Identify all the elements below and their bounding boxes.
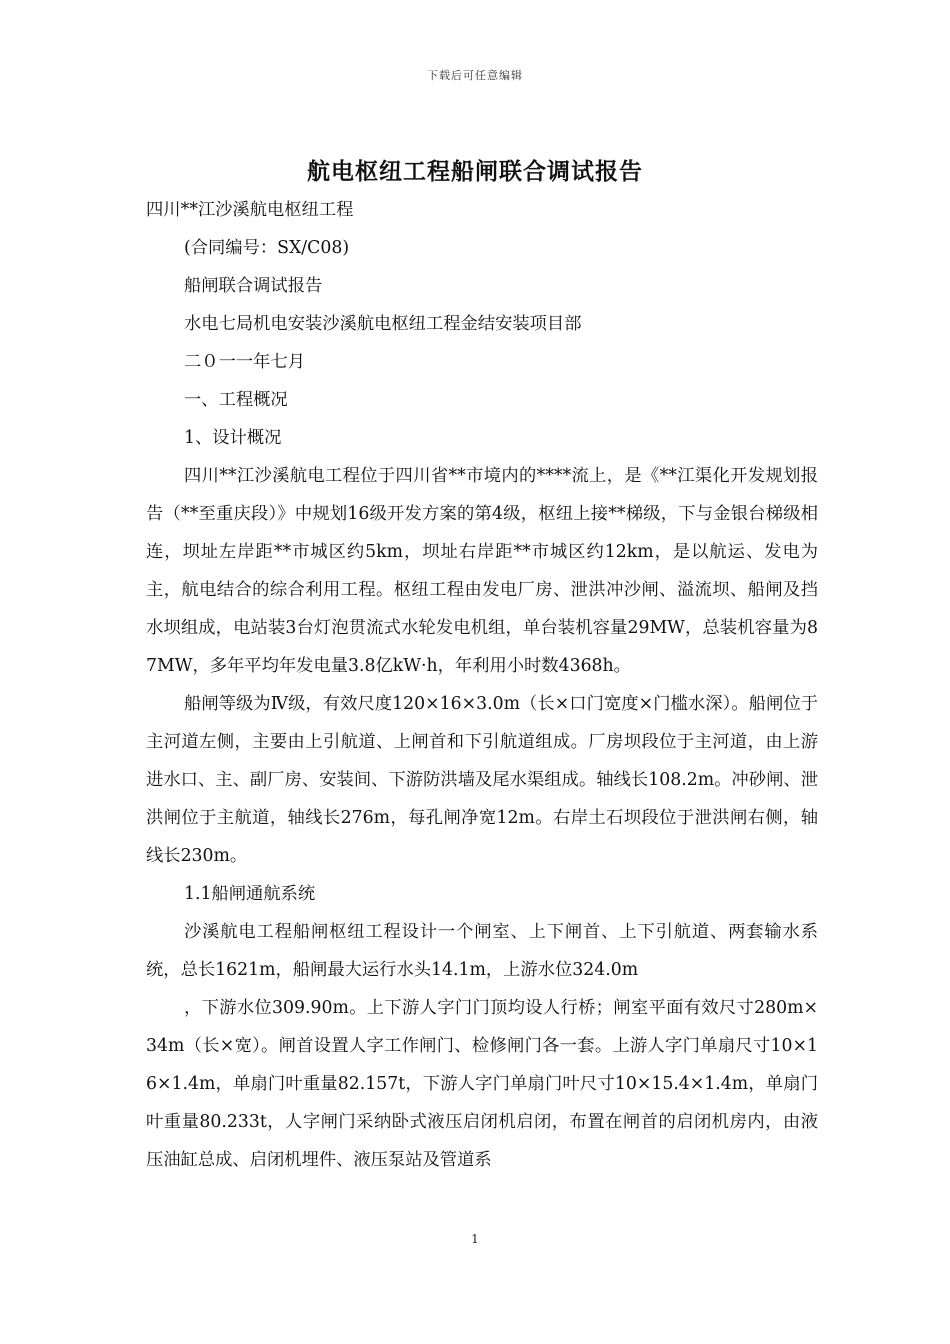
paragraph-project-description: 四川**江沙溪航电工程位于四川省**市境内的****流上，是《**江渠化开发规划报告（**至重庆段）》中规划16级开发方案的第4级，枢纽上接**梯级，下与金银台梯级相连，坝址左岸距**市城区约5km，坝址右岸距**市城区约12km，是以航运、发电为主，航电结合的综合利用工程。枢纽工程由发电厂房、泄洪冲沙闸、溢流坝、船闸及挡水坝组成，电站装3台灯泡贯流式水轮发电机组，单台装机容量29MW，总装机容量为87MW，多年平均年发电量3.8亿kW·h，年利用小时数4368h。	[146, 466, 818, 676]
organization-line: 水电七局机电安装沙溪航电枢纽工程金结安装项目部	[184, 314, 582, 334]
paragraph-gate-details: ，下游水位309.90m。上下游人字门门顶均设人行桥；闸室平面有效尺寸280m×34m（长×宽）。闸首设置人字工作闸门、检修闸门各一套。上游人字门单扇尺寸10×16×1.4m，单扇门叶重量82.157t，下游人字门单扇门叶尺寸10×15.4×1.4m，单扇门叶重量80.233t，人字闸门采纳卧式液压启闭机启闭，布置在闸首的启闭机房内，由液压油缸总成、启闭机埋件、液压泵站及管道系	[146, 998, 818, 1170]
paragraph-navigation-system: 沙溪航电工程船闸枢纽工程设计一个闸室、上下闸首、上下引航道、两套输水系统，总长1621m，船闸最大运行水头14.1m，上游水位324.0m	[146, 922, 818, 980]
header-note: 下载后可任意编辑	[427, 69, 523, 82]
project-name-line: 四川**江沙溪航电枢纽工程	[146, 200, 354, 220]
contract-number-line: (合同编号：SX/C08)	[184, 238, 350, 258]
date-line: 二０一一年七月	[184, 352, 305, 372]
document-body	[146, 191, 818, 1179]
section-heading-navigation-system: 1.1船闸通航系统	[184, 884, 316, 904]
section-heading-design-overview: 1、设计概况	[184, 428, 282, 448]
paragraph-ship-lock-description: 船闸等级为Ⅳ级，有效尺度120×16×3.0m（长×口门宽度×门槛水深）。船闸位于主河道左侧，主要由上引航道、上闸首和下引航道组成。厂房坝段位于主河道，由上游进水口、主、副厂房、安装间、下游防洪墙及尾水渠组成。轴线长108.2m。冲砂闸、泄洪闸位于主航道，轴线长276m，每孔闸净宽12m。右岸土石坝段位于泄洪闸右侧，轴线长230m。	[146, 694, 818, 866]
page-number: 1	[471, 1232, 479, 1246]
document-title: 航电枢纽工程船闸联合调试报告	[307, 158, 643, 185]
report-name-line: 船闸联合调试报告	[184, 276, 323, 296]
section-heading-project-overview: 一、工程概况	[184, 390, 288, 410]
